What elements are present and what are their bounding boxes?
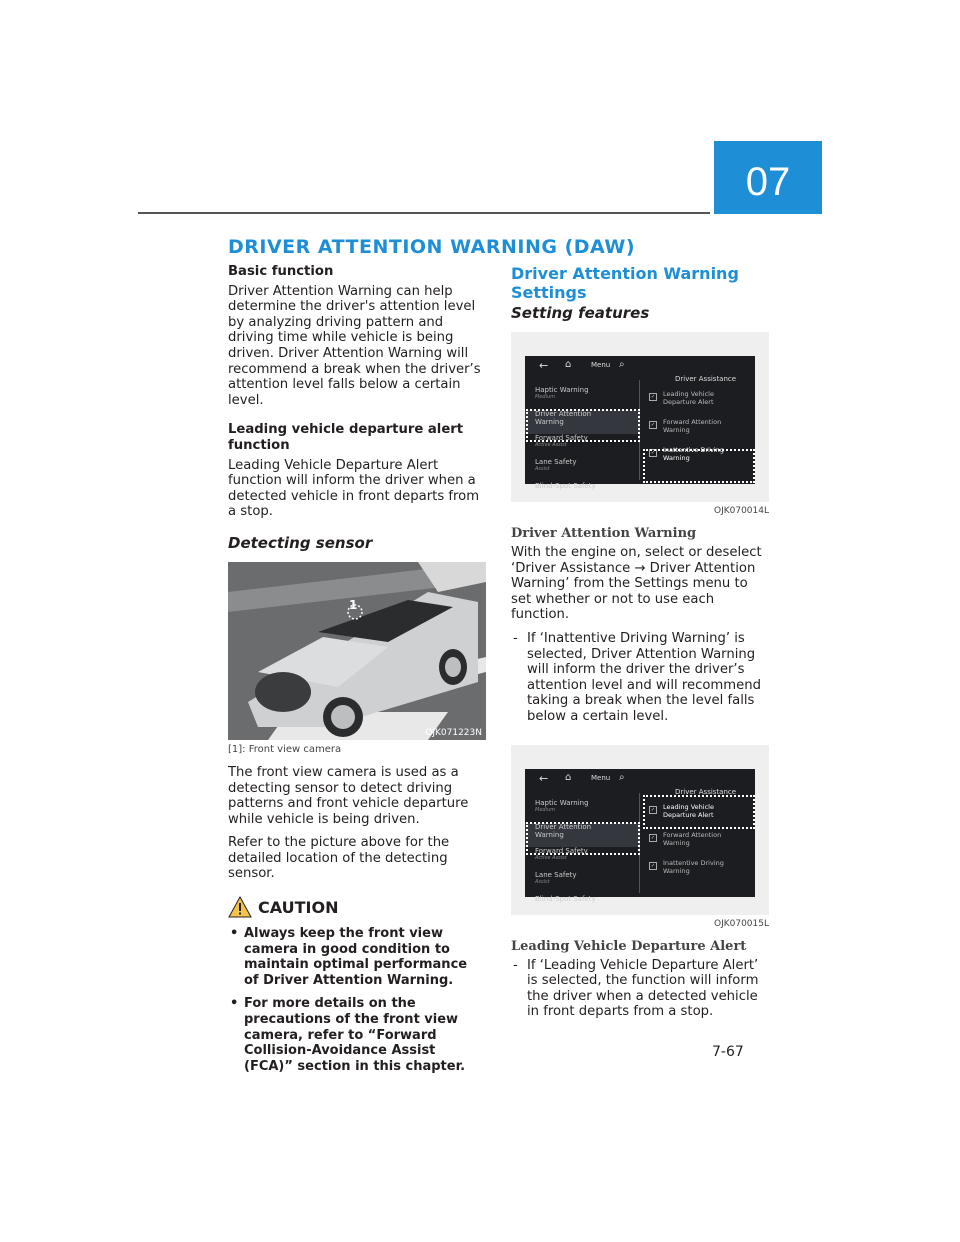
- screen-pane-title: Driver Assistance: [675, 787, 737, 796]
- leading-vehicle-text: Leading Vehicle Departure Alert function will inform the driver when a detected vehicle in front departs from a stop.: [228, 457, 480, 520]
- checkbox-icon: ✓: [650, 394, 656, 400]
- settings-screen: [525, 769, 755, 903]
- screen-menu-item: Driver Attention Warning: [525, 823, 639, 847]
- screen-menu-item: Forward Safety Active Assist: [535, 434, 588, 448]
- screen-menu-item: Forward Safety Active Assist: [535, 846, 588, 861]
- screen-menu-item: Blind-Spot Safety: [535, 482, 596, 490]
- figure-2-code: OJK070015L: [713, 918, 769, 929]
- checkbox-icon: ✓: [650, 834, 656, 841]
- checkbox-icon: ✓: [650, 806, 656, 813]
- basic-function-heading: Basic function: [228, 264, 334, 279]
- screen-menu-list: [525, 799, 639, 919]
- caution-list: [228, 926, 486, 1074]
- screen-menu-item: Lane Safety Assist: [535, 870, 577, 885]
- search-icon: ⌕: [619, 359, 625, 370]
- screen-option: ✓ Forward Attention Warning: [650, 830, 722, 847]
- car-figure: [228, 562, 486, 740]
- settings-heading: Driver Attention Warning Settings: [511, 264, 739, 302]
- highlight-box: [643, 449, 755, 483]
- screen-menu-item: Haptic Warning Medium: [535, 386, 589, 400]
- setting-features-heading: Setting features: [511, 304, 650, 322]
- detecting-sensor-heading: Detecting sensor: [228, 533, 373, 552]
- search-icon: ⌕: [619, 771, 625, 783]
- checkbox-icon: ✓: [650, 450, 656, 456]
- detecting-sensor-text-2: Refer to the picture above for the detailed location of the detecting sensor.: [228, 835, 450, 882]
- screen-option: ✓ Leading Vehicle Departure Alert: [650, 390, 714, 406]
- checkbox-icon: ✓: [650, 422, 656, 428]
- settings-screen-figure-2: [511, 745, 769, 915]
- screen-menu-item: Lane Safety Assist: [535, 458, 577, 472]
- warning-triangle-icon: [228, 896, 252, 918]
- caution-item: • Always keep the front view camera in good condition to maintain optimal performance of Driver Attention Warning.: [230, 926, 468, 988]
- screen-option: ✓ Forward Attention Warning: [650, 418, 722, 434]
- home-icon: ⌂: [565, 359, 572, 370]
- figure-code: OJK071223N: [425, 727, 482, 738]
- screen-menu-item: Driver Attention Warning: [525, 410, 639, 434]
- back-arrow-icon: ←: [539, 771, 549, 785]
- daw-text: With the engine on, select or deselect ‘Driver Assistance → Driver Attention Warning’ from the Settings menu to set whether or not to use each function.: [511, 545, 762, 623]
- right-column: [511, 264, 769, 1026]
- figure-number-label: 1: [349, 597, 358, 612]
- daw-heading: Driver Attention Warning: [511, 526, 697, 541]
- screen-option: ✓ Inattentive Driving Warning: [650, 858, 724, 875]
- highlight-box: [643, 795, 755, 829]
- daw-item: - If ‘Inattentive Driving Warning’ is selected, Driver Attention Warning will inform the driver the driver’s attention level and will recommend taking a break when the level falls below a certain level.: [513, 630, 761, 724]
- screen-top-bar: [525, 769, 755, 789]
- figure-1-code: OJK070014L: [713, 506, 769, 516]
- detecting-sensor-text-1: The front view camera is used as a detecting sensor to detect driving patterns and front vehicle departure while vehicle is being driven.: [228, 764, 469, 827]
- daw-list: [511, 631, 769, 725]
- lvda-item: - If ‘Leading Vehicle Departure Alert’ is selected, the function will inform the driver when a detected vehicle in front departs from a stop.: [513, 957, 759, 1020]
- screen-pane-title: Driver Assistance: [675, 375, 737, 383]
- settings-screen: [525, 356, 755, 490]
- back-arrow-icon: ←: [539, 359, 549, 372]
- screen-menu-item: Blind-Spot Safety: [535, 894, 596, 903]
- page-number: 7-67: [712, 1044, 744, 1060]
- screen-menu-label: Menu: [591, 773, 611, 782]
- left-column: [228, 264, 486, 1082]
- screen-menu-item: Haptic Warning Medium: [535, 798, 589, 813]
- header-rule: [138, 212, 710, 214]
- home-icon: ⌂: [565, 771, 572, 783]
- chapter-tab: 07: [714, 141, 822, 214]
- car-illustration: [228, 562, 486, 740]
- screen-menu-list: [525, 386, 639, 506]
- lvda-list: [511, 958, 769, 1020]
- caution-header: [228, 896, 486, 918]
- highlight-box: [526, 822, 640, 855]
- screen-top-bar: [525, 356, 755, 376]
- screen-menu-label: Menu: [591, 361, 611, 369]
- basic-function-text: Driver Attention Warning can help determine the driver's attention level by analyzing driving pattern and driving time while vehicle is being driven. Driver Attention Warning will recommend a break when the driver’s attention level falls below a certain level.: [228, 283, 481, 408]
- caution-title: CAUTION: [258, 897, 339, 917]
- leading-vehicle-heading: Leading vehicle departure alert function: [228, 422, 464, 453]
- highlight-box: [526, 409, 640, 442]
- figure-caption: [1]: Front view camera: [228, 743, 342, 755]
- lvda-heading: Leading Vehicle Departure Alert: [511, 938, 747, 954]
- screen-option: ✓ Leading Vehicle Departure Alert: [650, 802, 714, 819]
- screen-option: ✓ Inattentive Driving Warning: [650, 446, 724, 462]
- checkbox-icon: ✓: [650, 862, 656, 869]
- settings-screen-figure-1: [511, 332, 769, 502]
- caution-item: • For more details on the precautions of the front view camera, refer to “Forward Collision-Avoidance Assist (FCA)” section in this chapter.: [230, 996, 466, 1074]
- section-title: DRIVER ATTENTION WARNING (DAW): [228, 236, 636, 258]
